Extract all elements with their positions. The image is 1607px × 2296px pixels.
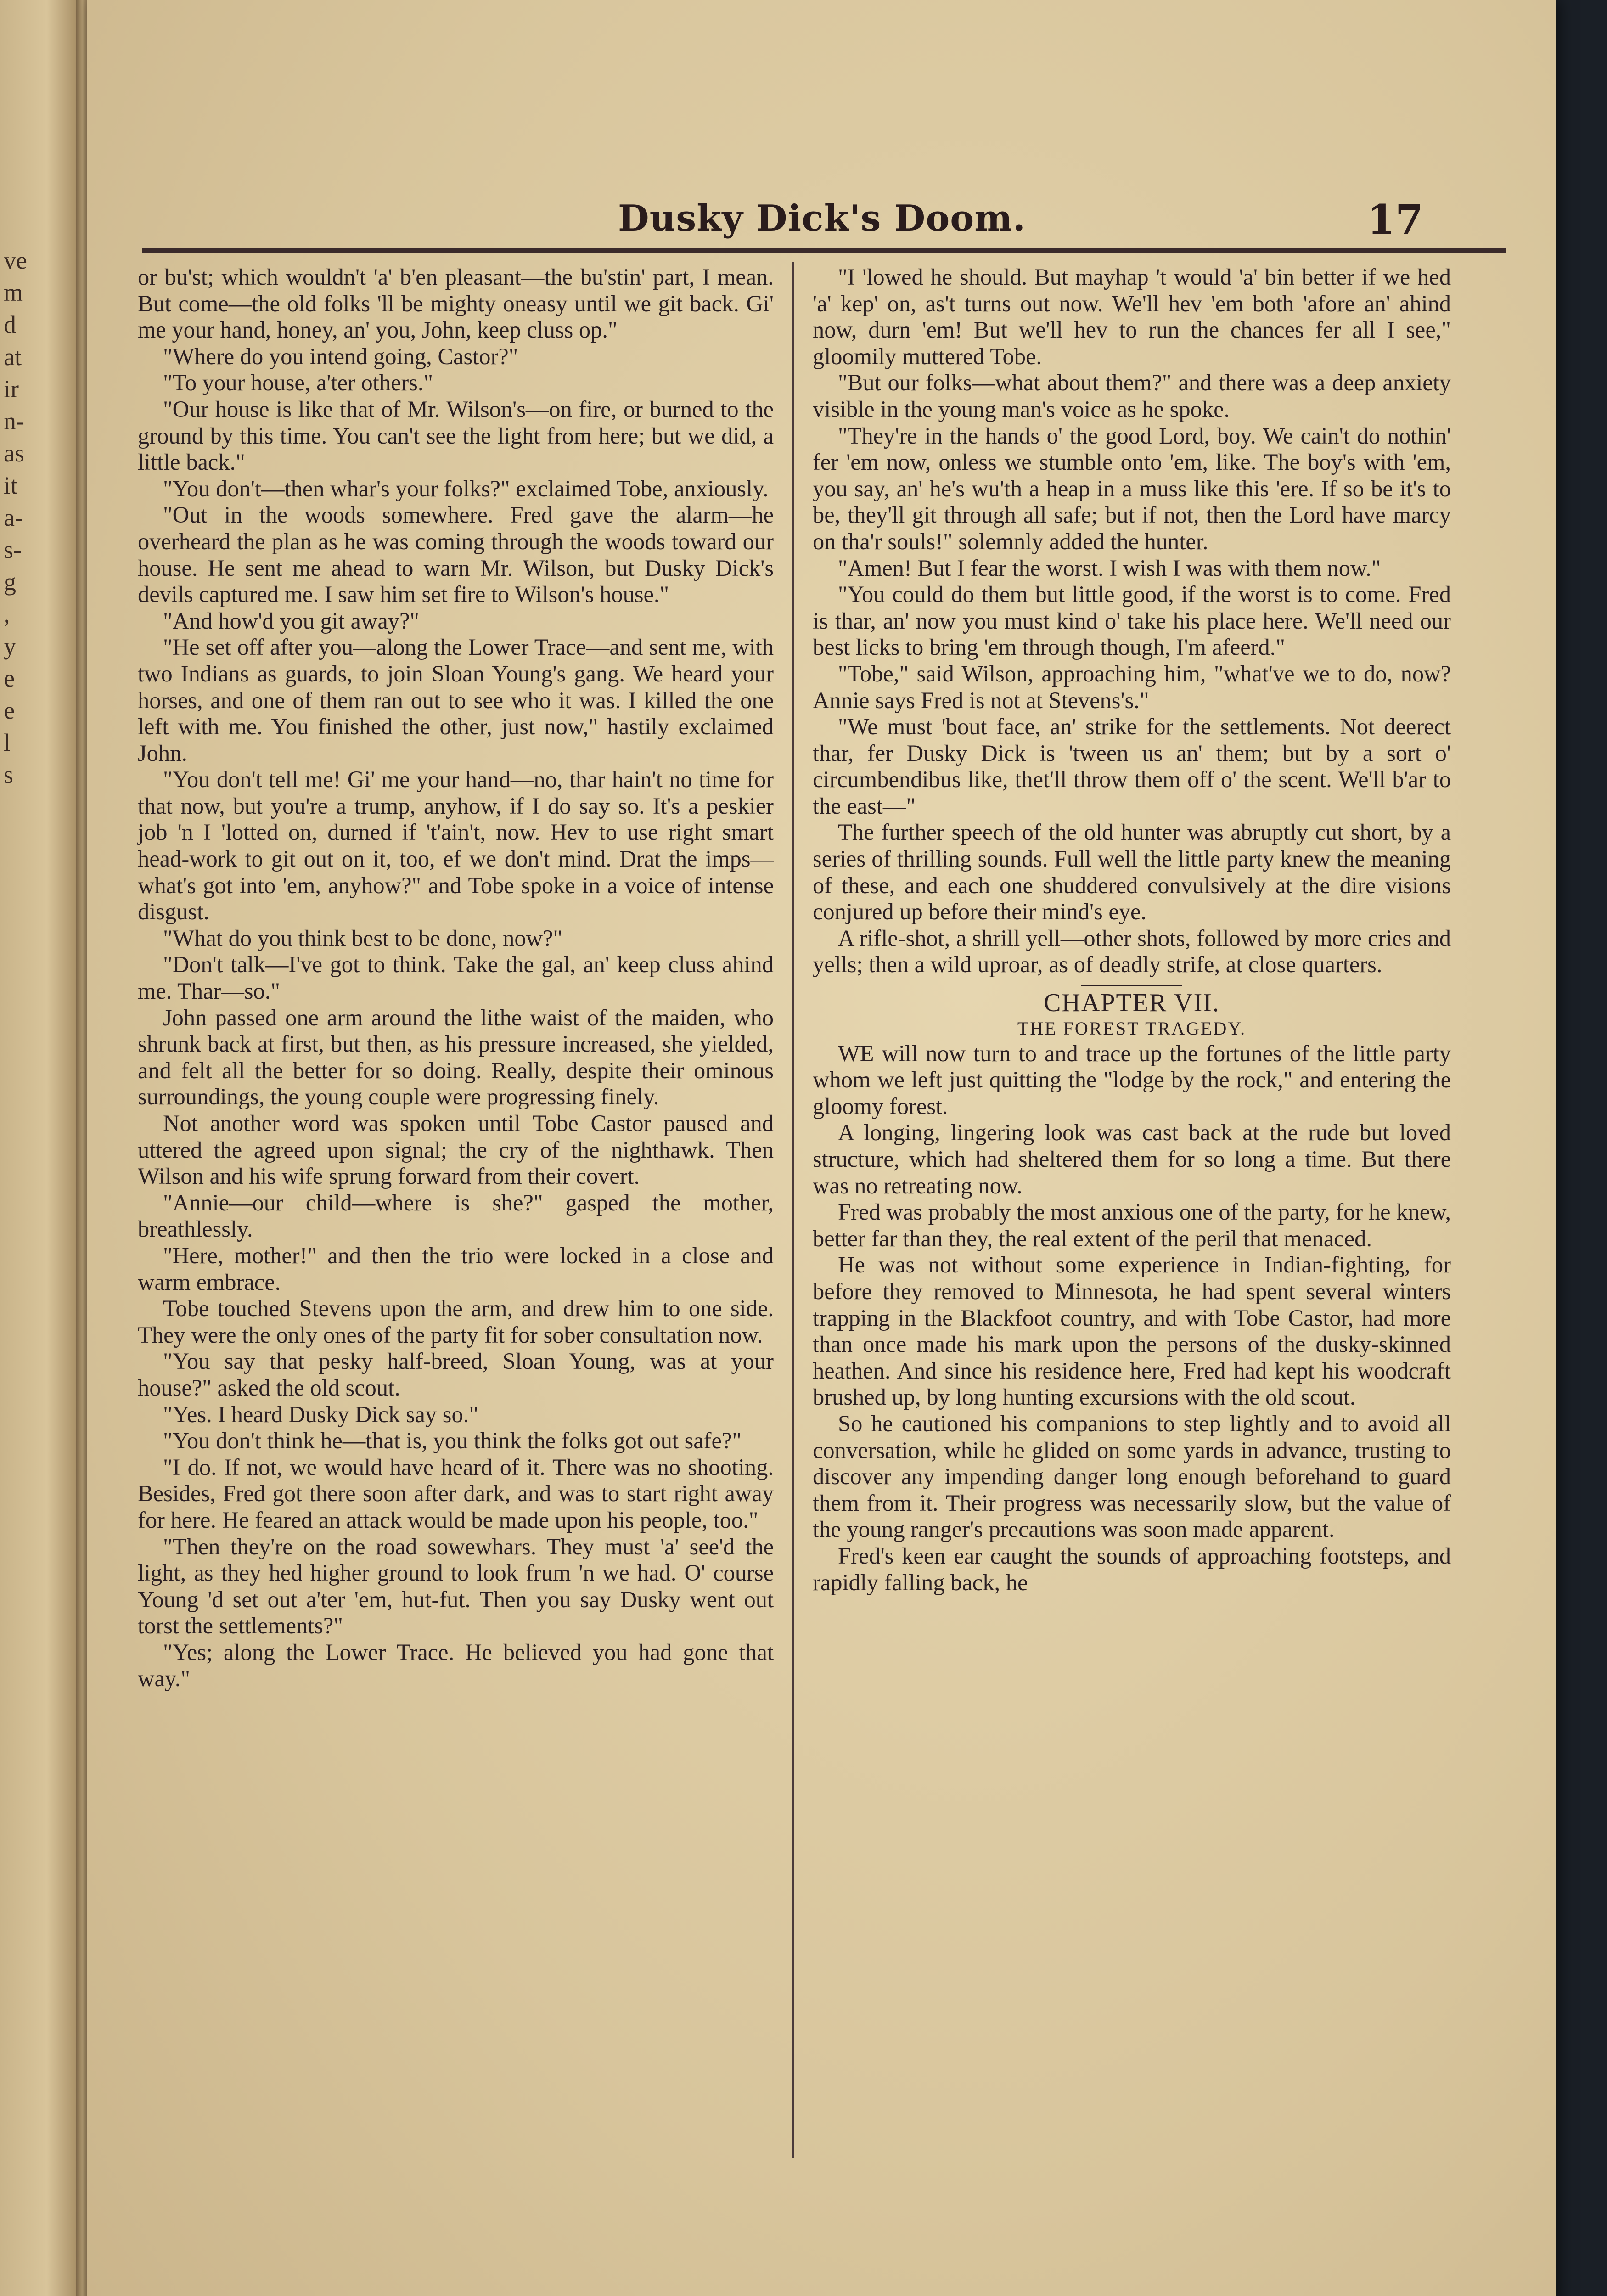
prev-page-fragment: ir	[4, 375, 19, 403]
prev-page-fragment: m	[4, 279, 23, 306]
paragraph: "And how'd you git away?"	[163, 608, 420, 634]
paragraph: "Our house is like that of Mr. Wilson's—on fire, or burned to the ground by this time. You can't see the light from here; but we did, a little back."	[138, 396, 774, 475]
paragraph: "You could do them but little good, if the worst is to come. Fred is thar, an' now you must kind o' take his place here. We'll need our best licks to bring 'em through though, I'm afeerd."	[813, 581, 1451, 660]
chapter-number: CHAPTER VII.	[1044, 989, 1220, 1018]
paragraph: A rifle-shot, a shrill yell—other shots, followed by more cries and yells; then a wild uproar, as of deadly strife, at close quarters.	[813, 925, 1451, 978]
paragraph: Fred was probably the most anxious one of the party, for he knew, better far than they, the real extent of the peril that menaced.	[813, 1199, 1451, 1251]
paragraph: Tobe touched Stevens upon the arm, and drew him to one side. They were the only ones of the party fit for sober consultation now.	[138, 1295, 774, 1348]
paragraph: "Then they're on the road sowewhars. They must 'a' see'd the light, as they hed higher ground to look frum 'n we had. O' course Young 'd set out a'ter 'em, hut-fut. Then you say Dusky went out torst the settlements?"	[138, 1533, 774, 1639]
paragraph: "What do you think best to be done, now?"	[163, 925, 563, 951]
prev-page-fragment: as	[4, 439, 24, 467]
left-column	[138, 264, 774, 1692]
paragraph: "To your house, a'ter others."	[163, 370, 433, 396]
prev-page-fragment: ,	[4, 600, 10, 628]
paragraph: "We must 'bout face, an' strike for the settlements. Not deerect thar, fer Dusky Dick is 'tween us an' them; but by a sort o' circumbendibus like, thet'll throw them off o' the scent. We'll b'ar to the east—"	[813, 714, 1451, 819]
paragraph: A longing, lingering look was cast back at the rude but loved structure, which had sheltered them for so long a time. But there was no retreating now.	[813, 1120, 1451, 1199]
prev-page-fragment: g	[4, 568, 16, 596]
paragraph: "Amen! But I fear the worst. I wish I was with them now."	[838, 555, 1381, 581]
paragraph: "You don't think he—that is, you think the folks got out safe?"	[163, 1428, 742, 1454]
prev-page-fragment: a-	[4, 504, 23, 531]
book-page	[87, 0, 1556, 2296]
column-divider	[792, 262, 794, 2158]
paragraph: "You don't—then whar's your folks?" exclaimed Tobe, anxiously.	[163, 475, 769, 501]
prev-page-fragment: s-	[4, 536, 22, 563]
right-column	[813, 264, 1451, 1596]
header-rule	[142, 248, 1506, 253]
right-column-bottom-text	[813, 1041, 1451, 1596]
prev-page-fragment: it	[4, 472, 18, 499]
right-column-top-text	[813, 264, 1451, 978]
prev-page-fragment: d	[4, 311, 16, 338]
prev-page-fragment: e	[4, 664, 15, 692]
paragraph: "He set off after you—along the Lower Trace—and sent me, with two Indians as guards, to join Sloan Young's gang. We heard your horses, and one of them ran out to see who it was. I killed the one left with me. You finished the other, just now," hastily exclaimed John.	[138, 634, 774, 766]
paragraph: "You don't tell me! Gi' me your hand—no, thar hain't no time for that now, but you're a trump, anyhow, if I do say so. It's a peskier job 'n I 'lotted on, durned if 't'ain't, now. Hev to use right smart head-work to git out on it, too, ef we don't mind. Drat the imps—what's got into 'em, anyhow?" and Tobe spoke in a voice of intense disgust.	[138, 766, 774, 925]
paragraph: WE will now turn to and trace up the fortunes of the little party whom we left just quitting the "lodge by the rock," and entering the gloomy forest.	[813, 1040, 1451, 1119]
paragraph: "Yes; along the Lower Trace. He believed you had gone that way."	[138, 1639, 774, 1692]
paragraph: "Out in the woods somewhere. Fred gave the alarm—he overheard the plan as he was coming through the woods toward our house. He sent me ahead to warn Mr. Wilson, but Dusky Dick's devils captured me. I saw him set fire to Wilson's house."	[138, 502, 774, 608]
prev-page-fragment: l	[4, 729, 11, 756]
prev-page-fragment: e	[4, 697, 15, 724]
paragraph: Fred's keen ear caught the sounds of approaching footsteps, and rapidly falling back, he	[813, 1542, 1451, 1595]
book-spine	[76, 0, 89, 2296]
page-header	[87, 197, 1556, 248]
paragraph: Not another word was spoken until Tobe Castor paused and uttered the agreed upon signal; the cry of the nighthawk. Then Wilson and his wife sprung forward from their covert.	[138, 1110, 774, 1189]
paragraph: "But our folks—what about them?" and there was a deep anxiety visible in the young man's voice as he spoke.	[813, 370, 1451, 422]
prev-page-fragment: y	[4, 632, 16, 660]
running-title: Dusky Dick's Doom.	[618, 197, 1026, 239]
page-number: 17	[1367, 196, 1423, 243]
prev-page-fragment: ve	[4, 247, 27, 274]
chapter-rule	[1081, 985, 1182, 986]
paragraph: So he cautioned his companions to step lightly and to avoid all conversation, while he glided on some yards in advance, trusting to discover any impending danger long enough beforehand to guard them from it. Their progress was necessarily slow, but the value of the young ranger's precautions was soon made apparent.	[813, 1410, 1451, 1542]
paragraph: John passed one arm around the lithe waist of the maiden, who shrunk back at first, but then, as his pressure increased, she yielded, and felt all the better for so doing. Really, despite their ominous surroundings, the young couple were progressing finely.	[138, 1004, 774, 1110]
paragraph: "Don't talk—I've got to think. Take the gal, an' keep cluss ahind me. Thar—so."	[138, 951, 774, 1004]
prev-page-fragment: n-	[4, 407, 24, 435]
previous-page-edge	[0, 0, 78, 2296]
paragraph: He was not without some experience in Indian-fighting, for before they removed to Minnesota, he had spent several winters trapping in the Blackfoot country, and with Tobe Castor, had more than once made his mark upon the persons of the dusky-skinned heathen. And since his residence here, Fred had kept his woodcraft brushed up, by long hunting excursions with the old scout.	[813, 1252, 1451, 1410]
paragraph: "Yes. I heard Dusky Dick say so."	[163, 1401, 478, 1427]
paragraph: "Annie—our child—where is she?" gasped the mother, breathlessly.	[138, 1189, 774, 1242]
chapter-heading	[813, 985, 1451, 1041]
paragraph: "Tobe," said Wilson, approaching him, "what've we to do, now? Annie says Fred is not at Stevens's."	[813, 660, 1451, 713]
paragraph: "I 'lowed he should. But mayhap 't would 'a' bin better if we hed 'a' kep' on, as't turns out now. We'll hev 'em both 'afore an' ahind now, durn 'em! But we'll hev to run the chances fer all I see," gloomily muttered Tobe.	[813, 264, 1451, 369]
paragraph: The further speech of the old hunter was abruptly cut short, by a series of thrilling sounds. Full well the little party knew the meaning of these, and each one shuddered convulsively at the dire visions conjured up before their mind's eye.	[813, 819, 1451, 925]
paragraph: "They're in the hands o' the good Lord, boy. We cain't do nothin' fer 'em now, onless we stumble onto 'em, like. The boy's with 'em, you say, an' he's wu'th a heap in a muss like this 'ere. If so be it's to be, they'll git through all safe; but if not, then the Lord have marcy on tha'r souls!" solemnly added the hunter.	[813, 422, 1451, 554]
paragraph: or bu'st; which wouldn't 'a' b'en pleasant—the bu'stin' part, I mean. But come—the old folks 'll be mighty oneasy until we git back. Gi' me your hand, honey, an' you, John, keep cluss op."	[138, 264, 774, 343]
paragraph: "You say that pesky half-breed, Sloan Young, was at your house?" asked the old scout.	[138, 1348, 774, 1401]
chapter-title: THE FOREST TRAGEDY.	[1017, 1018, 1247, 1039]
prev-page-fragment: at	[4, 343, 22, 371]
prev-page-fragment: s	[4, 761, 14, 788]
paragraph: "I do. If not, we would have heard of it. There was no shooting. Besides, Fred got there soon after dark, and was to start right away for here. He feared an attack would be made upon his people, too."	[138, 1454, 774, 1533]
paragraph: "Here, mother!" and then the trio were locked in a close and warm embrace.	[138, 1242, 774, 1295]
paragraph: "Where do you intend going, Castor?"	[163, 343, 518, 369]
